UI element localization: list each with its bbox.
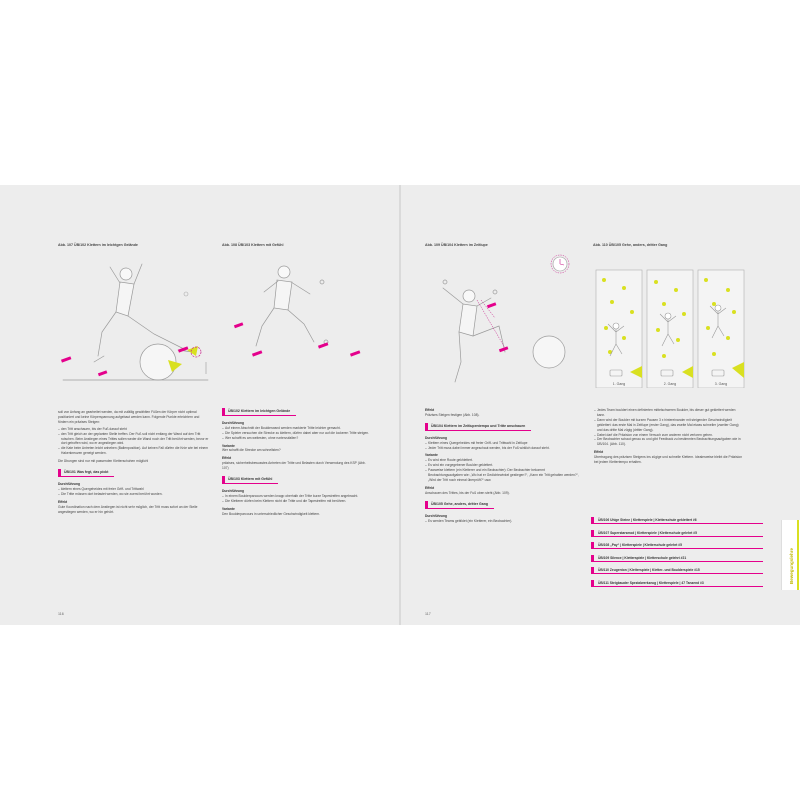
- list-item: – Es wird ein vorgegebener Boulder geklettert.: [425, 463, 580, 468]
- list-item: – Die Kletterer dürfen beim Klettern nicht die Tritte und die Tapestreifen mit berühren.: [222, 499, 372, 504]
- related-exercise-tag: ÜB/110 Zeugenton | Kletterspiele | Kletter- und Boulderspiele #15: [591, 567, 763, 574]
- list-item: – In einem Boulderparcours werden knapp oberhalb der Tritte kurze Tapestreifen angebracht.: [222, 494, 372, 499]
- list-item: – Die Spieler versuchen die Strecke zu klettern, dürfen dabei aber nur auf die lockeren Tritte steigen.: [222, 431, 372, 436]
- section-heading: Durchführung: [425, 435, 447, 440]
- section-heading: Effekt: [425, 485, 435, 490]
- section-heading: Variante: [222, 506, 235, 511]
- list-item: – den Tritt anschauen, bis der Fuß darauf steht: [58, 427, 210, 432]
- page-number-right: 117: [425, 612, 431, 616]
- gear-label-3: 3. Gang: [714, 382, 728, 386]
- left-column-2: [222, 405, 372, 519]
- section-heading: Effekt: [594, 450, 604, 455]
- marker-hold: [487, 302, 496, 308]
- marker-hold: [61, 356, 71, 362]
- list-item: – Die Tritte müssen dort belastet werden, wo sie zuerst berührt wurden.: [58, 492, 210, 497]
- chapter-tab-label: Bewegungslehre: [789, 547, 794, 584]
- effect-paragraph: Anschauen des Trittes, bis der Fuß oben steht (Abb. 109).: [425, 490, 510, 495]
- procedure-list: [425, 519, 580, 524]
- section-heading: Effekt: [58, 499, 68, 504]
- list-item: – Jeder Tritt muss dabei immer angeschaut werden, bis der Fuß wirklich darauf steht.: [425, 446, 580, 451]
- variant-paragraph: Den Boulderparcours in unterschiedlicher Geschwindigkeit klettern.: [222, 511, 321, 516]
- list-item: – den Tritt gleich an der geplanten Stelle treffen. Der Fuß soll nicht entlang der Wand auf den Tritt rutschen. Beim Anstiegen eines Trittes sollen weder die Wand noch der Tritt berührt werden, bevor er dort getroffen wird, wo er angestiegen wird.: [58, 432, 210, 447]
- figure-caption-107: Abb. 107 ÜB/102 Klettern im leichtgen Gelände: [58, 243, 138, 247]
- exercise-heading: ÜB/105 Gehe, anders, dritter Gang: [425, 501, 494, 509]
- section-heading: Variante: [222, 443, 235, 448]
- procedure-list: [425, 441, 580, 451]
- list-item: – Dann wird der Boulder mit kurzen Pausen 3 x hintereinander mit steigender Geschwindigkeit geklettert: das erste Mal in Zeitlupe (erster Gang), das zweite Mal etwas schneller (zweiter Gang) und das dritte Mal zügig (dritter Gang).: [594, 418, 744, 433]
- marker-hold: [350, 350, 360, 356]
- section-heading: Effekt: [222, 456, 232, 461]
- list-item: – Der Beobachter schaut genau zu und gibt Feedback zu bestimmten Beobachtungsaufgaben wie in ÜB/104. (Abb. 110).: [594, 437, 744, 447]
- left-column-1: [58, 410, 210, 516]
- figure-caption-108: Abb. 108 ÜB/103 Klettern mit Gefühl: [222, 243, 284, 247]
- list-item: – Paarweise klettern (ein Kletterer und ein Beobachter): Der Beobachter bekommt Beobachtungsaufgaben wie: „Wo hat er Gedichtewinkel gestiegen?“, „Kann ein Tritt gehalten werden?“, „Wird der Tritt noch einmal überprüft?“ usw.: [425, 468, 580, 483]
- variant-paragraph: Wer schafft die Strecke am schnellsten?: [222, 448, 281, 453]
- section-heading: Variante: [425, 453, 438, 458]
- book-gutter: [399, 185, 401, 625]
- variant-list: [425, 458, 580, 483]
- list-item: – die Kate beim Antreten leicht anheben (Ballenposition). Auf keinen Fall dürfen die Knie wie bei einem Hakenkreuzen geneigt werden.: [58, 446, 210, 456]
- list-item: – Dabei darf die Präzision von einem Versuch zum anderen nicht verloren gehen.: [594, 433, 744, 438]
- figure-climber-1: [58, 252, 218, 392]
- effect-paragraph: präzises, sicherheitsbewusstes Antreten der Tritte und Belasten durch Verwendung des KSP (Abb. 107): [222, 461, 366, 471]
- figure-caption-110: Abb. 110 ÜB/105 Gehe, anders, dritter Gang: [593, 243, 668, 247]
- list-item: – klettern eines Quergeheides mit freier Griff- und Trittwahl: [58, 487, 210, 492]
- marker-hold: [318, 342, 328, 348]
- page-number-left: 116: [58, 612, 64, 616]
- figure-climber-3: [425, 252, 580, 392]
- marker-hold: [252, 350, 262, 356]
- tips-list: [58, 427, 210, 456]
- figure-caption-109: Abb. 109 ÜB/104 Klettern im Zeitlupe: [425, 243, 488, 247]
- related-exercise-tag: ÜB/108 „Pay“ | Kletterspiele | Kletterschule gelehrt #5: [591, 542, 763, 549]
- effect-paragraph: Präzises Steigen festigen (Abb. 108).: [425, 412, 480, 417]
- marker-hold: [234, 322, 243, 328]
- exercise-heading: ÜB/104 Klettern im Zeitlupentempo und Tritte anschauen: [425, 423, 531, 431]
- procedure-list: [58, 487, 210, 497]
- procedure-list: [594, 408, 744, 447]
- marker-hold: [98, 370, 107, 376]
- gear-label-1: 1. Gang: [612, 382, 626, 386]
- figure-climber-2: [222, 252, 372, 372]
- related-exercise-tag: ÜB/107 Superstarsmod | Kletterspiele | Kletterschule gelehrt #5: [591, 530, 763, 537]
- effect-paragraph: Gute Koordination nach dem Anstiegen ist nicht sehr möglich, der Tritt muss sofort an der Stelle angestiegen werden, wo er hin gehört.: [58, 504, 198, 514]
- right-column-2: [594, 408, 744, 467]
- right-column-1: [425, 408, 580, 523]
- procedure-list: [222, 494, 372, 504]
- procedure-list: [222, 426, 372, 441]
- hold-yellow: [187, 346, 198, 356]
- chapter-tab-bar: [797, 520, 799, 590]
- section-heading: Durchführung: [222, 488, 244, 493]
- related-exercise-tag: ÜB/109 Silence | Kletterspiele | Kletterschule gelehrt #21: [591, 555, 763, 562]
- section-heading: Effekt: [425, 408, 435, 412]
- list-item: – Es werden Teams gebildet (ein Kletterer, ein Beobachter).: [425, 519, 580, 524]
- related-exercise-tag: ÜB/106 Uhige Steine | Kletterspiele | Kletterschule geklettert #6: [591, 517, 763, 524]
- related-exercise-tag: ÜB/111 Steigbauder Spezialwerkzeug | Kletterspiele | 47 Tanzend #3: [591, 580, 763, 587]
- list-item: – Klettern eines Quergeheides mit freier Griff- und Trittwahl in Zeitlupe: [425, 441, 580, 446]
- exercise-heading: ÜB/101 Was fegt, das pickt: [58, 469, 114, 477]
- exercise-heading: ÜB/103 Klettern mit Gefühl: [222, 476, 278, 484]
- effect-paragraph: Übertragung des präzisen Steigens ins zügige und schnelle Klettern. Idealerweise bleibt die Präzision bei jedem Klettertempo erhalten.: [594, 455, 743, 465]
- note-paragraph: Die Übungen sind nur mit passenden Kletterschuhen möglich!: [58, 459, 149, 464]
- section-heading: Durchführung: [425, 513, 447, 518]
- related-exercises-list: [591, 517, 761, 592]
- gear-label-2: 2. Gang: [663, 382, 677, 386]
- list-item: – Wer schafft es am weitesten, ohne runterzufallen?: [222, 436, 372, 441]
- chapter-tab[interactable]: [781, 520, 800, 590]
- section-heading: Durchführung: [222, 420, 244, 425]
- section-heading: Durchführung: [58, 481, 80, 486]
- list-item: – Jedes Team bouldert einen definierten mittelschweren Boulder, bis dieser gut geklettert werden kann.: [594, 408, 744, 418]
- list-item: – Es wird eine Route gekhlettert.: [425, 458, 580, 463]
- exercise-heading: ÜB/102 Klettern im leichtgen Gelände: [222, 408, 296, 416]
- intro-paragraph: soll von Anfang an gearbeitet werden, da mit zufällig gewählten Füßen der Körper nicht optimal positioniert und keine Körperspannung aufgebaut werden kann. Folgende Punkte erleichtern und fördern ein präzises Steigen:: [58, 410, 200, 424]
- marker-hold: [178, 346, 188, 352]
- figure-three-gears: [594, 268, 746, 388]
- list-item: – Auf einem Abschnitt der Boulderwand werden markierte Tritte leichter gemacht.: [222, 426, 372, 431]
